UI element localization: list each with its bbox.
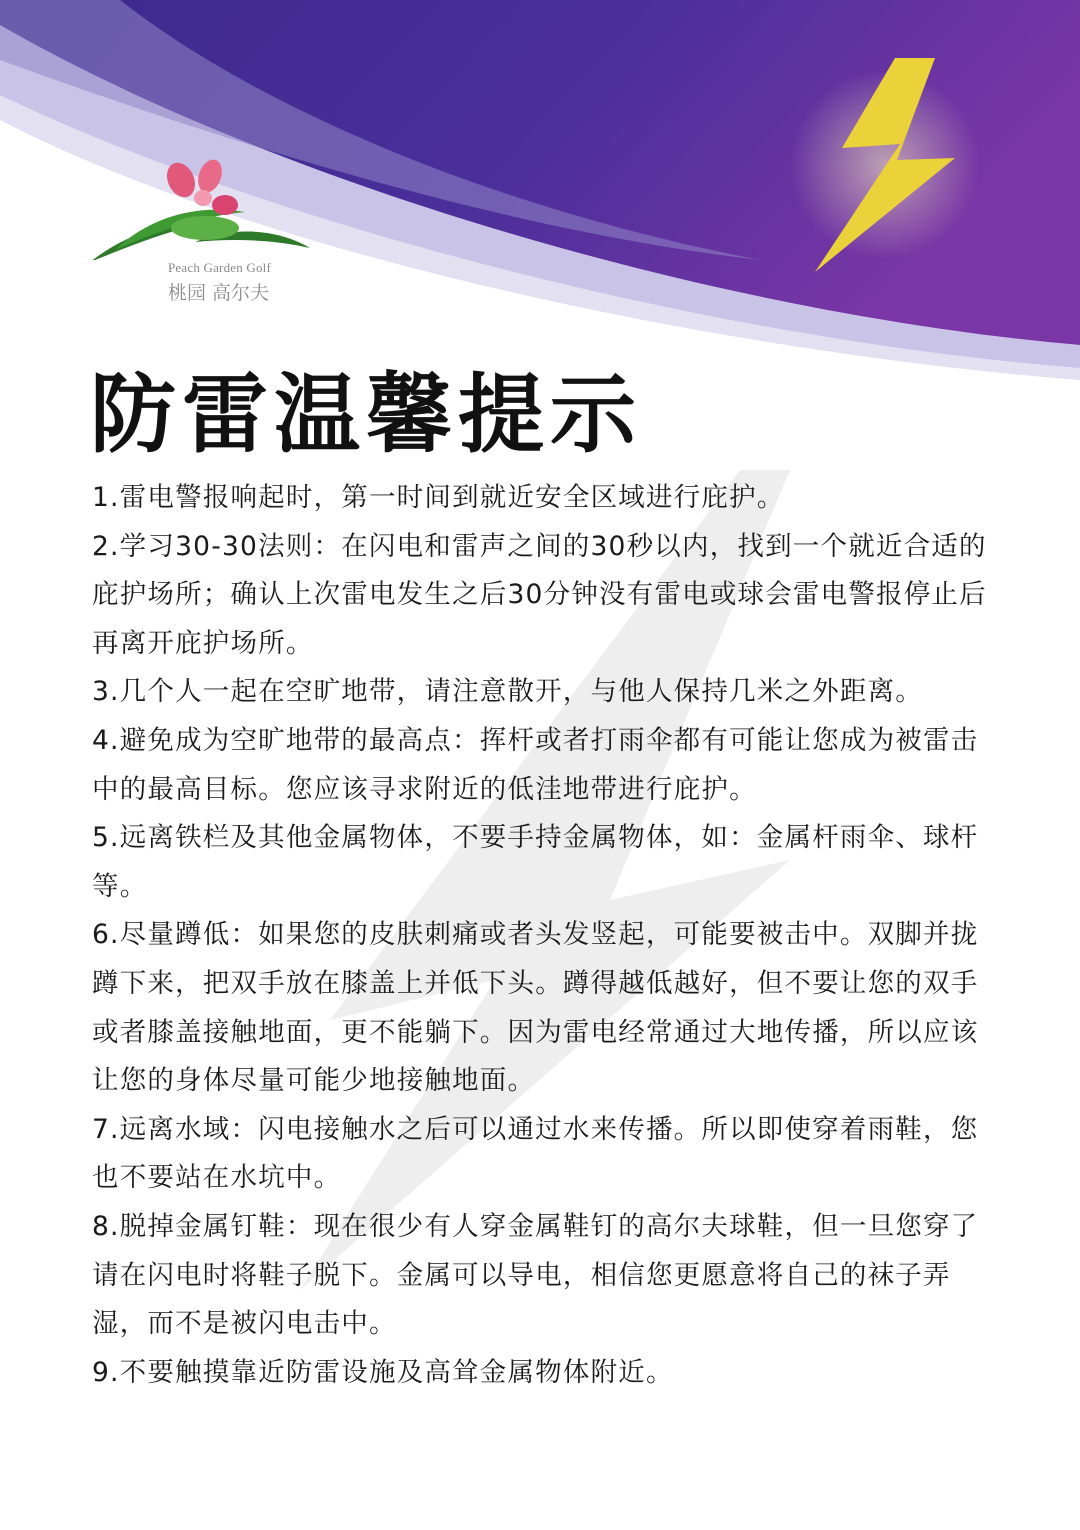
tip-item: 7.远离水域：闪电接触水之后可以通过水来传播。所以即使穿着雨鞋，您也不要站在水坑中。	[92, 1113, 979, 1194]
logo-english-name: Peach Garden Golf	[168, 260, 272, 275]
tip-item: 5.远离铁栏及其他金属物体，不要手持金属物体，如：金属杆雨伞、球杆等。	[92, 822, 979, 902]
tip-item: 4.避免成为空旷地带的最高点：挥杆或者打雨伞都有可能让您成为被雷击中的最高目标。您应该寻求附近的低洼地带进行庇护。	[92, 724, 979, 805]
peach-garden-logo	[85, 150, 325, 310]
tip-item: 9.不要触摸靠近防雷设施及高耸金属物体附近。	[92, 1356, 674, 1388]
peach-blossom-logo-icon	[85, 150, 325, 260]
tip-item: 2.学习30-30法则：在闪电和雷声之间的30秒以内，找到一个就近合适的庇护场所；确认上次雷电发生之后30分钟没有雷电或球会雷电警报停止后再离开庇护场所。	[92, 530, 987, 659]
tips-list	[92, 474, 992, 1397]
page-title: 防雷温馨提示	[90, 364, 642, 465]
tip-item: 3.几个人一起在空旷地带，请注意散开，与他人保持几米之外距离。	[92, 676, 923, 708]
logo-chinese-name: 桃园 高尔夫	[168, 282, 270, 304]
tip-item: 8.脱掉金属钉鞋：现在很少有人穿金属鞋钉的高尔夫球鞋，但一旦您穿了请在闪电时将鞋子脱下。金属可以导电，相信您更愿意将自己的袜子弄湿，而不是被闪电击中。	[92, 1210, 979, 1340]
tip-item: 6.尽量蹲低：如果您的皮肤刺痛或者头发竖起，可能要被击中。双脚并拢蹲下来，把双手放在膝盖上并低下头。蹲得越低越好，但不要让您的双手或者膝盖接触地面，更不能躺下。因为雷电经常通过大地传播，所以应该让您的身体尽量可能少地接触地面。	[92, 919, 979, 1097]
tip-item: 1.雷电警报响起时，第一时间到就近安全区域进行庇护。	[92, 482, 785, 513]
